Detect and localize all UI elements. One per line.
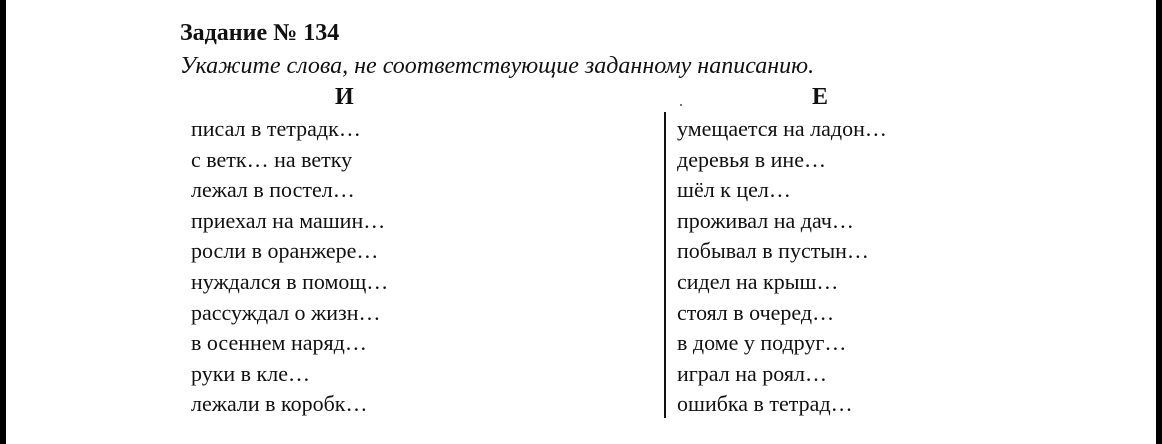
print-speck — [680, 104, 682, 106]
list-item: с ветк… на ветку — [191, 146, 353, 172]
list-item: росли в оранжере… — [191, 238, 379, 264]
worksheet-page — [6, 0, 1156, 444]
list-item: писал в тетрадк… — [191, 116, 361, 141]
list-item: нуждался в помощ… — [191, 268, 389, 294]
list-item: умещается на ладон… — [677, 116, 887, 141]
list-item: стоял в очеред… — [677, 299, 835, 325]
list-item: в доме у подруг… — [677, 330, 847, 356]
word-list-e — [677, 114, 887, 420]
column-divider — [664, 112, 666, 418]
task-title: Задание № 134 — [180, 20, 340, 46]
list-item: приехал на машин… — [191, 207, 386, 233]
list-item: рассуждал о жизн… — [191, 299, 381, 325]
list-item: играл на роял… — [677, 360, 827, 386]
list-item: проживал на дач… — [677, 207, 854, 233]
column-header-e: Е — [812, 84, 829, 110]
list-item: лежали в коробк… — [191, 391, 368, 417]
list-item: руки в кле… — [191, 360, 310, 386]
list-item: ошибка в тетрад… — [677, 391, 853, 417]
list-item: сидел на крыш… — [677, 268, 839, 294]
list-item: побывал в пустын… — [677, 238, 869, 264]
list-item: лежал в постел… — [191, 177, 355, 203]
column-header-i: И — [335, 84, 354, 110]
list-item: деревья в ине… — [677, 146, 826, 172]
task-instruction: Укажите слова, не соответствующие заданному написанию. — [180, 53, 815, 79]
word-list-i — [191, 114, 388, 420]
list-item: в осеннем наряд… — [191, 330, 367, 356]
list-item: шёл к цел… — [677, 177, 791, 203]
